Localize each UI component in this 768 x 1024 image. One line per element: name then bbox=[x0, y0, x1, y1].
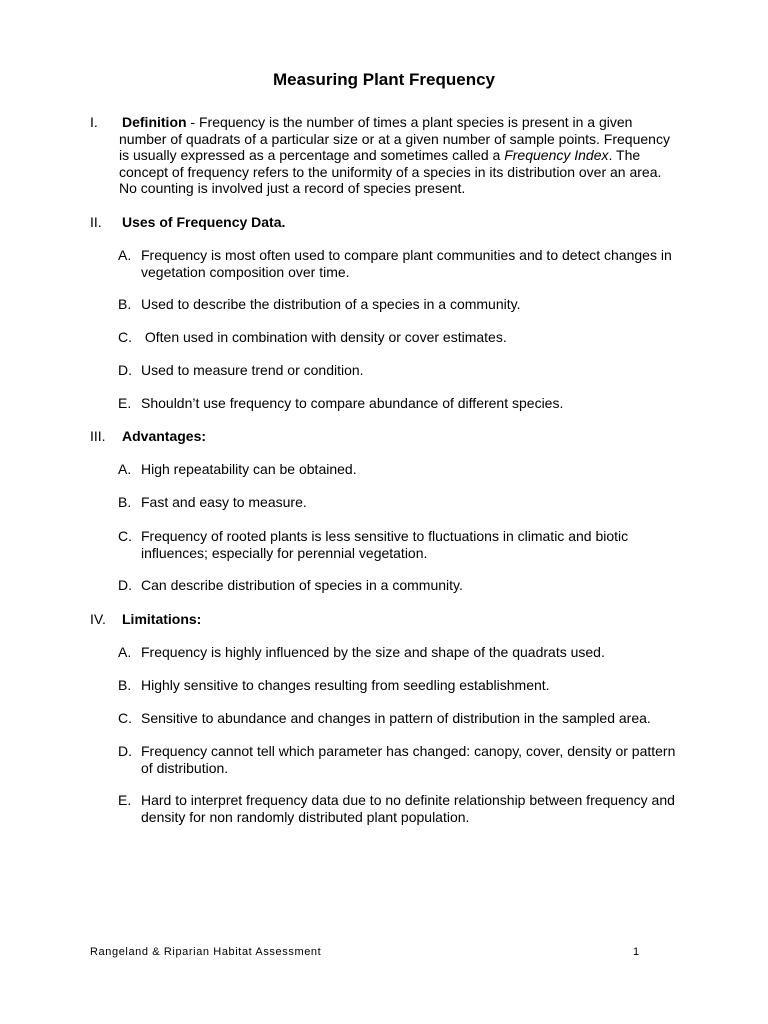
section-label: Uses of Frequency Data. bbox=[122, 214, 286, 230]
definition-line: No counting is involved just a record of species present. bbox=[119, 180, 466, 196]
section-label: Limitations: bbox=[122, 611, 202, 627]
definition-paragraph bbox=[90, 114, 690, 197]
document-page: Measuring Plant Frequency I. Definition - Frequency is the number of times a plant species is present in a given number of quadrats of a particular size or at a given number of sample points. Frequency is usually expressed as a percentage and sometimes called a Frequency Index. The concept of frequency refers to the uniformity of a species in its distribution over an area. No counting is involved just a record of species present. II. Uses of Frequency Data. A. Frequency is most often used to compare plant communities and to detect changes in vegetation composition over time. B. Used to describe the distribution of a species in a community. C. Often used in combination with density or cover estimates. D. Used to measure trend or condition. E. Shouldn’t use frequency to compare abundance of different species. III. Advantages: A. High repeatability can be obtained. B. Fast and easy to measure. C. Frequency of rooted plants is less sensitive to fluctuations in climatic and biotic influences; especially for perennial vegetation. D. Can describe distribution of species in a community. IV. Limitations: A. Frequency is highly influenced by the size and shape of the quadrats used. B. Highly sensitive to changes resulting from seedling establishment. C. Sensitive to abundance and changes in pattern of distribution in the sampled area. D. Frequency cannot tell which parameter has changed: canopy, cover, density or pattern of distribution. E. Hard to interpret frequency data due to no definite relationship between frequency and density for non randomly distributed plant population. Rangeland & Riparian Habitat Assessment 1 bbox=[0, 0, 768, 1024]
page-number: 1 bbox=[633, 946, 640, 958]
section-numeral: III. bbox=[90, 428, 106, 444]
definition-label: Definition bbox=[122, 114, 187, 130]
footer-title: Rangeland & Riparian Habitat Assessment bbox=[90, 946, 322, 958]
section-numeral: IV. bbox=[90, 611, 106, 627]
section-numeral: I. bbox=[90, 114, 98, 130]
section-numeral: II. bbox=[90, 214, 102, 230]
definition-line: concept of frequency refers to the uniformity of a species in its distribution over an area. bbox=[119, 163, 662, 180]
page-title: Measuring Plant Frequency bbox=[273, 70, 495, 89]
section-label: Advantages: bbox=[122, 428, 207, 444]
frequency-index-term: Frequency Index bbox=[504, 147, 609, 163]
definition-line: Definition - Frequency is the number of times a plant species is present in a given bbox=[122, 114, 633, 130]
definition-line: number of quadrats of a particular size or at a given number of sample points. Frequency bbox=[119, 130, 670, 147]
definition-line: is usually expressed as a percentage and sometimes called a Frequency Index. The bbox=[119, 147, 641, 163]
